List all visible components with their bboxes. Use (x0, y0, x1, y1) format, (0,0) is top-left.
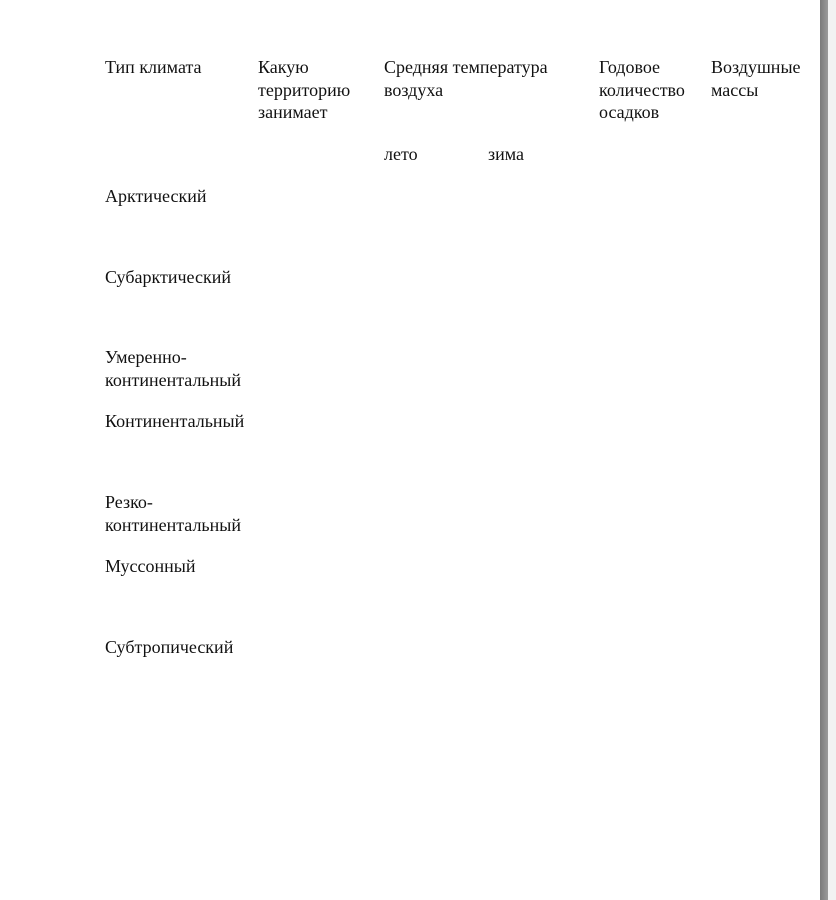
header-climate-type-text: Тип климата (105, 57, 202, 77)
table-row (105, 636, 233, 659)
page-margin (828, 0, 836, 900)
header-air-masses (711, 56, 801, 101)
climate-type-cell: континентальный (105, 369, 242, 390)
subheader-winter: зима (488, 144, 524, 164)
climate-type-cell: Арктический (105, 186, 207, 206)
header-territory (258, 56, 350, 124)
subheader-summer: лето (384, 144, 418, 164)
climate-type-cell: Субтропический (105, 637, 234, 657)
header-avg-temperature-line: воздуха (384, 79, 444, 100)
table-row (105, 410, 244, 433)
table-row (105, 555, 196, 578)
table-row (105, 185, 207, 208)
header-precipitation-line: осадков (599, 102, 660, 122)
header-air-masses-line: Воздушные (711, 57, 801, 77)
header-territory-line: занимает (258, 102, 328, 122)
header-precipitation (599, 56, 685, 124)
header-territory-line: территорию (258, 79, 351, 100)
climate-type-cell: Муссонный (105, 556, 196, 576)
header-avg-temperature-line: Средняя температура (384, 57, 548, 77)
page-edge-shadow (820, 0, 828, 900)
climate-type-cell: Умеренно- (105, 347, 187, 367)
table-row (105, 346, 241, 391)
header-climate-type (105, 56, 202, 79)
header-precipitation-line: количество (599, 79, 685, 100)
header-air-masses-line: массы (711, 79, 759, 100)
header-avg-temperature (384, 56, 548, 101)
table-row (105, 266, 231, 289)
header-territory-line: Какую (258, 57, 309, 77)
climate-type-cell: Субарктический (105, 267, 231, 287)
climate-type-cell: Континентальный (105, 411, 245, 431)
climate-type-cell: континентальный (105, 514, 242, 535)
header-precipitation-line: Годовое (599, 57, 661, 77)
table-row (105, 491, 241, 536)
climate-type-cell: Резко- (105, 492, 153, 512)
